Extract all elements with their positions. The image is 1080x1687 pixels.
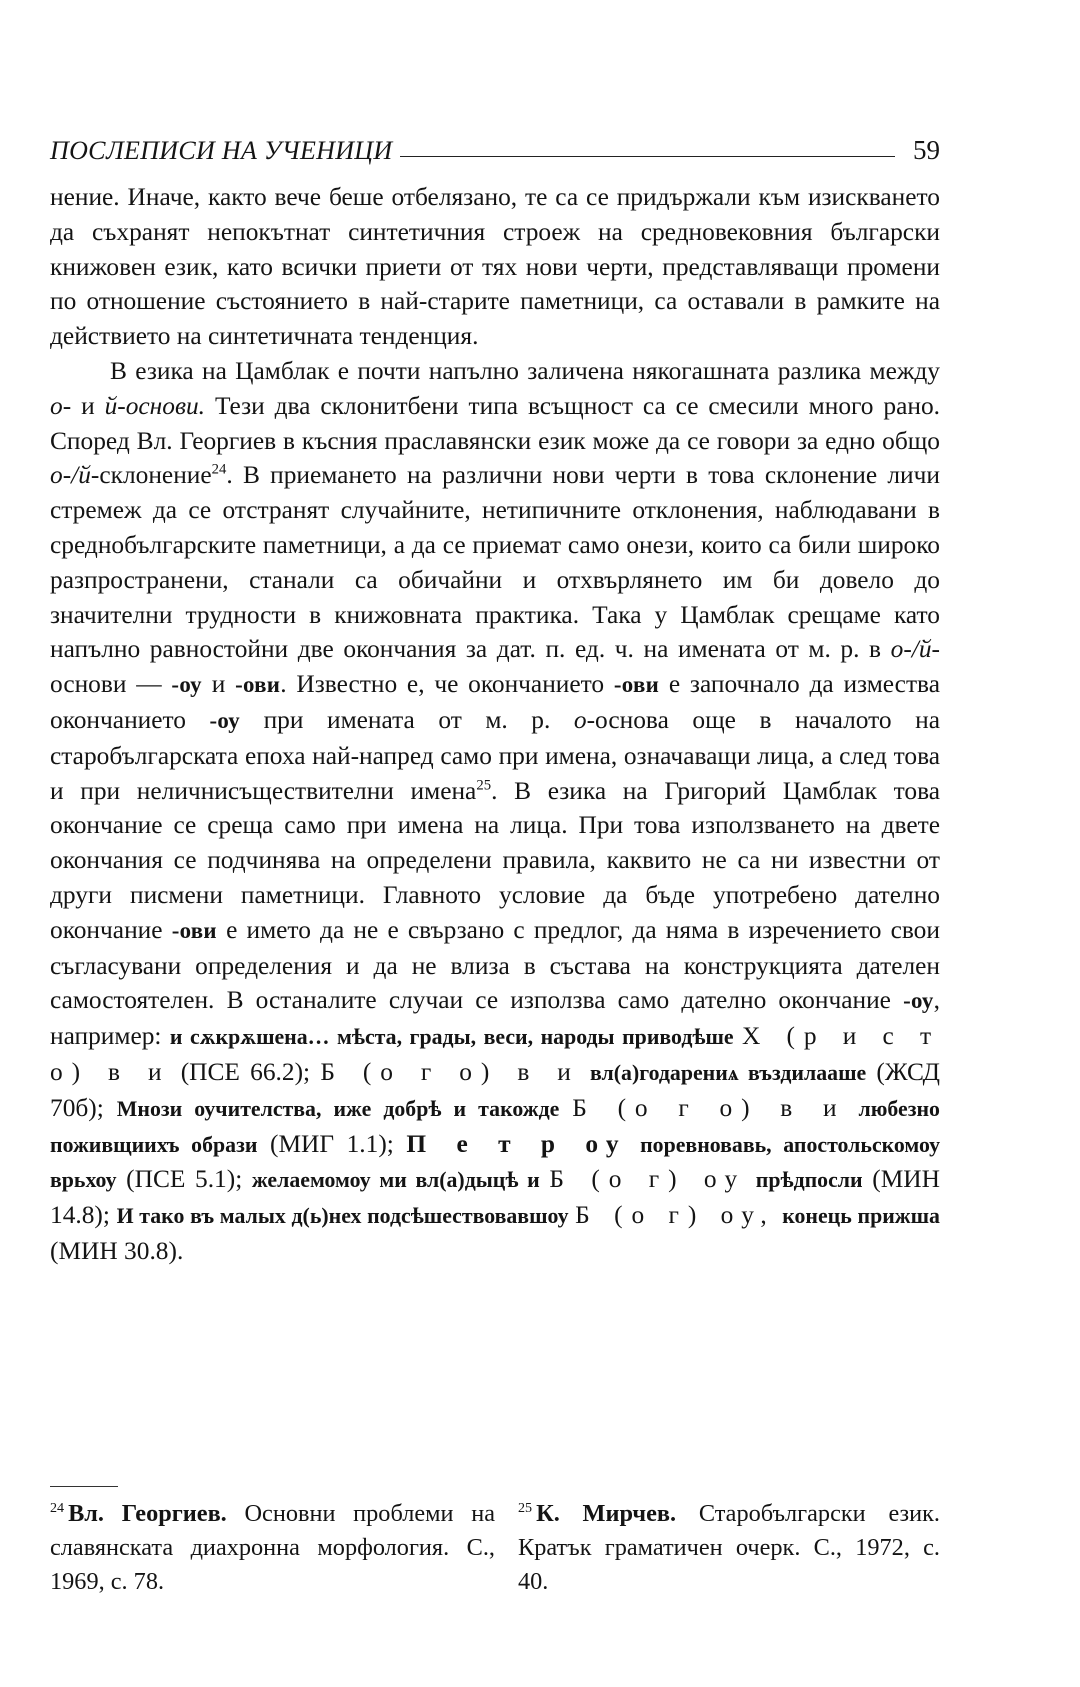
footnote-number: 24 [50,1499,65,1516]
footnote-rule [50,1486,118,1487]
footnote-author: К. Мирчев. [536,1500,677,1527]
footnote-number: 25 [518,1499,533,1516]
page-number: 59 [913,135,940,165]
footnote-ref-25: 25 [476,777,492,794]
paragraph-2: В езика на Цамблак е почти напълно заличена някогашната разлика между о- и й-основи. Тези два склонитбени типа всъщност са се смесили много рано. Според Вл. Георгиев в късния праславянски език може да се говори за едно общо о-/й-склонение$^{24}$. В приемането на различни нови черти в това склонение личи стремеж да се отстранят случайните, нетипичните отклонения, наблюдавани в среднобългарските паметници, а да се приемат само онези, които са били широко разпространени, станали са обичайни и отхвърлянето им би довело до значителни трудности в книжовната практика. Така у Цамблак срещаме като напълно равностойни две окончания за дат. п. ед. ч. на имената от м. р. в о-/й- основи — -оу и -ови. Известно е, че окончанието -ови е започнало да измества окончанието -оу при имената от м. р. о-основа още в началото на старобългарската епоха най-напред само при имена, означаващи лица, а след това и при неличнисъществителни имена$^{25}$. В езика на Григорий Цамблак това окончание се среща само при имена на лица. При това използването на двете окончания се подчинява на определени правила, каквито не са ни известни от други писмени паметници. Главното условие да бъде употребено дателно окончание -ови е името да не е свързано с предлог, да няма в изречението свои съгласувани определения и да не влиза в състава на конструкцията дателен самостоятелен. В останалите случаи се използва само дателно окончание -оу, например: и сѫкрѫшена… мѣста, грады, веси, народы приводѣше Х (р и с т о) в и (ПСЕ 66.2); Б (о г о) в и вл(а)годарениѧ въздилааше (ЖСД 70б); Мнози оучителства, иже добрѣ и такожде Б (о г о) в и любезно поживщиихъ образи (МИГ 1.1); П е т р оу поревновавь, апостольскомоу врьхоу (ПСЕ 5.1); желаемомоу ми вл(а)дыцѣ и Б (о г) оу прѣдпосли (МИН 14.8); И тако въ малых д(ь)нех подсѣшествовавшоу Б (о г) оу, конець прижша (МИН 30.8). [50,356,941,1265]
footnote-author: Вл. Георгиев. [68,1500,227,1527]
citation-1: и сѫкрѫшена… мѣста, грады, веси, народы приводѣше [169,1025,734,1050]
body-text [50,180,940,1269]
citation-5: желаемомоу ми вл(а)дыцѣ и [251,1168,540,1193]
page-header [50,118,940,166]
citation-6: И тако въ малых д(ь)нех подсѣшествовавшоу [116,1204,569,1229]
paragraph-1: нение. Иначе, както вече беше отбелязано, те са се придържали към изискването да съхранят непокътнат синтетичния строеж на средновековния български книжовен език, като всички приети от тях нови черти, представляващи промени по отношение състоянието в най-старите паметници, са оставали в рамките на действието на синтетичната тенденция. [50,183,940,351]
footnote-24 [50,1497,495,1599]
footnote-text: Старобългарски език. Кратък граматичен очерк. С., 1972, с. 40. [518,1500,941,1595]
footnote-25 [518,1497,940,1599]
footnote-text: Основни проблеми на славянската диахронна морфология. С., 1969, с. 78. [50,1500,495,1595]
citation-2: вл(а)годарениѧ въздилааше [590,1060,867,1085]
citation-3: Мнози оучителства, иже добрѣ и такожде [116,1096,560,1121]
footnote-ref-24: 24 [211,461,227,478]
header-rule [400,156,895,157]
citation-4: поревновавь, апостольскомоу врьхоу [50,1132,941,1193]
running-title: ПОСЛЕПИСИ НА УЧЕНИЦИ [50,136,393,165]
